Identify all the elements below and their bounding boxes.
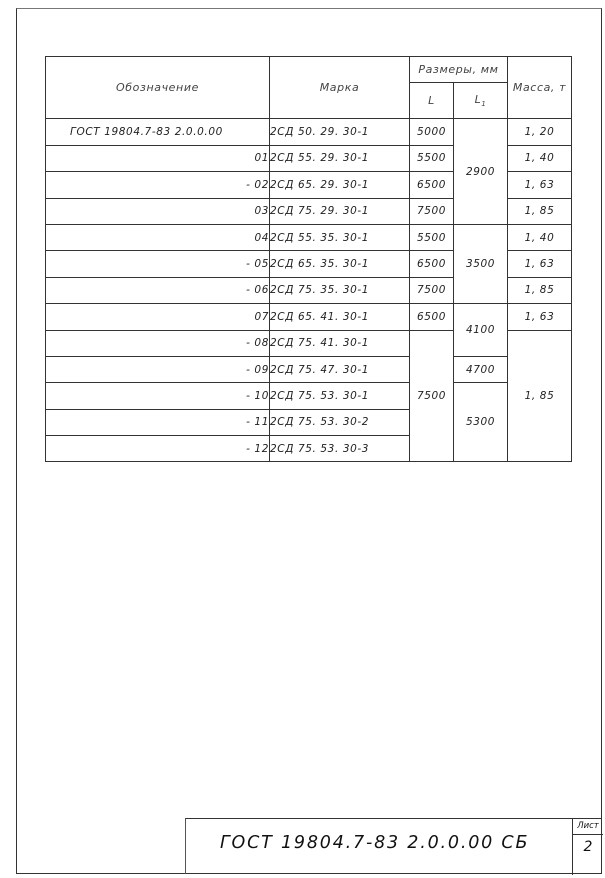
designation-cell: - 10 bbox=[46, 383, 270, 409]
L1-cell: 4700 bbox=[454, 356, 508, 382]
designation-cell: - 08 bbox=[46, 330, 270, 356]
mass-cell: 1, 40 bbox=[508, 224, 572, 250]
title-block bbox=[185, 818, 602, 874]
mass-cell: 1, 85 bbox=[508, 198, 572, 224]
brand-cell: 2СД 65. 41. 30-1 bbox=[270, 304, 410, 330]
designation-cell: 01 bbox=[46, 145, 270, 171]
brand-cell: 2СД 75. 29. 30-1 bbox=[270, 198, 410, 224]
mass-cell: 1, 63 bbox=[508, 304, 572, 330]
L-cell: 7500 bbox=[410, 198, 454, 224]
table-row bbox=[46, 356, 572, 382]
L1-cell: 5300 bbox=[454, 383, 508, 462]
mass-cell: 1, 85 bbox=[508, 330, 572, 462]
header-L: L bbox=[410, 83, 454, 119]
brand-cell: 2СД 75. 35. 30-1 bbox=[270, 277, 410, 303]
designation-cell: - 06 bbox=[46, 277, 270, 303]
designation-cell: - 02 bbox=[46, 172, 270, 198]
table-row bbox=[46, 119, 572, 145]
mass-cell: 1, 20 bbox=[508, 119, 572, 145]
header-mass: Масса, т bbox=[508, 57, 572, 119]
brand-cell: 2СД 75. 53. 30-3 bbox=[270, 436, 410, 462]
brand-cell: 2СД 65. 29. 30-1 bbox=[270, 172, 410, 198]
designation-cell: 04 bbox=[46, 224, 270, 250]
designation-cell: 07 bbox=[46, 304, 270, 330]
brand-cell: 2СД 75. 47. 30-1 bbox=[270, 356, 410, 382]
header-brand: Марка bbox=[270, 57, 410, 119]
mass-cell: 1, 63 bbox=[508, 251, 572, 277]
L-cell: 6500 bbox=[410, 304, 454, 330]
L-cell: 5000 bbox=[410, 119, 454, 145]
brand-cell: 2СД 50. 29. 30-1 bbox=[270, 119, 410, 145]
sheet-box bbox=[572, 819, 602, 875]
designation-cell: 03 bbox=[46, 198, 270, 224]
L-cell: 6500 bbox=[410, 172, 454, 198]
mass-cell: 1, 63 bbox=[508, 172, 572, 198]
brand-cell: 2СД 55. 35. 30-1 bbox=[270, 224, 410, 250]
L-cell: 5500 bbox=[410, 145, 454, 171]
brand-cell: 2СД 75. 53. 30-1 bbox=[270, 383, 410, 409]
header-designation: Обозначение bbox=[46, 57, 270, 119]
header-dimensions: Размеры, мм bbox=[410, 57, 508, 83]
L-cell: 7500 bbox=[410, 330, 454, 462]
L1-cell: 3500 bbox=[454, 224, 508, 303]
brand-cell: 2СД 55. 29. 30-1 bbox=[270, 145, 410, 171]
table-row bbox=[46, 383, 572, 409]
L1-cell: 2900 bbox=[454, 119, 508, 225]
sheet-label: Лист bbox=[573, 819, 603, 835]
designation-cell: - 11 bbox=[46, 409, 270, 435]
designation-cell: ГОСТ 19804.7-83 2.0.0.00 bbox=[46, 119, 270, 145]
header-L1: $L_1$ bbox=[454, 83, 508, 119]
brand-cell: 2СД 75. 53. 30-2 bbox=[270, 409, 410, 435]
specification-table bbox=[45, 56, 572, 462]
table-row bbox=[46, 224, 572, 250]
designation-cell: - 09 bbox=[46, 356, 270, 382]
L-cell: 7500 bbox=[410, 277, 454, 303]
L1-cell: 4100 bbox=[454, 304, 508, 357]
brand-cell: 2СД 75. 41. 30-1 bbox=[270, 330, 410, 356]
L-cell: 6500 bbox=[410, 251, 454, 277]
designation-cell: - 05 bbox=[46, 251, 270, 277]
brand-cell: 2СД 65. 35. 30-1 bbox=[270, 251, 410, 277]
sheet-number: 2 bbox=[583, 839, 593, 855]
document-number: ГОСТ 19804.7-83 2.0.0.00 СБ bbox=[220, 833, 530, 853]
mass-cell: 1, 40 bbox=[508, 145, 572, 171]
designation-cell: - 12 bbox=[46, 436, 270, 462]
table-row bbox=[46, 304, 572, 330]
L-cell: 5500 bbox=[410, 224, 454, 250]
mass-cell: 1, 85 bbox=[508, 277, 572, 303]
